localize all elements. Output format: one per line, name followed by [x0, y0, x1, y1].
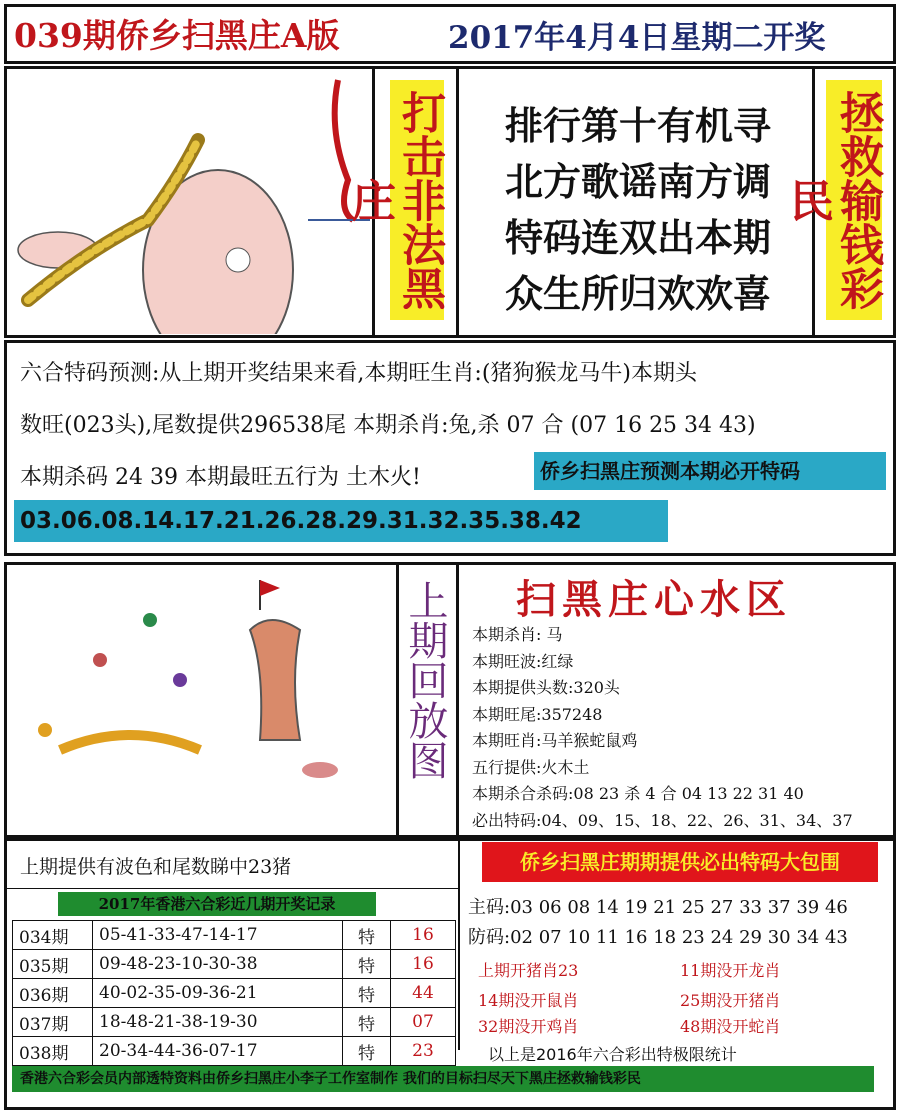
table-row — [13, 1008, 456, 1037]
draw-special: 44 — [391, 979, 456, 1008]
draw-period: 037期 — [13, 1008, 93, 1037]
slogan-right: 拯救输钱彩民 — [826, 80, 882, 320]
draw-numbers: 09-48-23-10-30-38 — [93, 950, 343, 979]
draw-date: 2017年4月4日星期二开奖 — [448, 20, 826, 56]
list-item: 五行提供:火木土 — [472, 757, 590, 777]
draw-numbers: 20-34-44-36-07-17 — [93, 1037, 343, 1066]
issue-title: 039期侨乡扫黑庄A版 — [14, 16, 340, 55]
draw-te: 特 — [343, 1037, 391, 1066]
list-item: 本期杀肖: 马 — [472, 625, 563, 644]
draw-te: 特 — [343, 950, 391, 979]
master-list — [472, 622, 853, 834]
table-row — [13, 950, 456, 979]
footer-bar: 香港六合彩会员内部透特资料由侨乡扫黑庄小李子工作室制作 我们的目标扫尽天下黑庄拯救输钱彩民 — [12, 1066, 874, 1092]
records-title: 2017年香港六合彩近几期开奖记录 — [58, 892, 376, 916]
draw-special: 07 — [391, 1008, 456, 1037]
stat-right: 25期没开猪肖 — [680, 991, 781, 1010]
prediction-line-1: 六合特码预测:从上期开奖结果来看,本期旺生肖:(猪狗猴龙马牛)本期头 — [20, 361, 697, 386]
poem-line: 排行第十有机寻 — [505, 103, 772, 148]
draw-numbers: 40-02-35-09-36-21 — [93, 979, 343, 1008]
stat-left: 32期没开鸡肖 — [478, 1017, 579, 1036]
draw-period: 034期 — [13, 921, 93, 950]
last-period-note: 上期提供有波色和尾数睇中23猪 — [20, 856, 292, 878]
poem — [505, 98, 771, 322]
draw-special: 16 — [391, 921, 456, 950]
stat-left: 14期没开鼠肖 — [478, 991, 579, 1010]
divider — [4, 888, 458, 889]
red-banner: 侨乡扫黑庄期期提供必出特码大包围 — [482, 842, 878, 882]
defense-codes: 防码:02 07 10 11 16 18 23 24 29 30 34 43 — [468, 927, 848, 948]
stat-right: 48期没开蛇肖 — [680, 1017, 781, 1036]
divider — [456, 562, 459, 838]
list-item: 必出特码:04、09、15、18、22、26、31、34、37 — [472, 810, 853, 830]
must-open-label: 侨乡扫黑庄预测本期必开特码 — [534, 452, 886, 490]
list-item: 本期杀合杀码:08 23 杀 4 合 04 13 22 31 40 — [472, 784, 804, 803]
stats-footer: 以上是2016年六合彩出特极限统计 — [488, 1045, 737, 1064]
special-numbers: 03.06.08.14.17.21.26.28.29.31.32.35.38.42 — [14, 500, 668, 542]
juggler-illustration — [10, 570, 392, 832]
slogan-left: 打击非法黑庄 — [390, 80, 444, 320]
poem-line: 北方歌谣南方调 — [505, 159, 772, 204]
lizard-illustration — [8, 70, 370, 334]
draw-records-table — [12, 920, 456, 1066]
poem-line: 众生所归欢欢喜 — [505, 271, 772, 316]
table-row — [13, 1037, 456, 1066]
list-item: 本期提供头数:320头 — [472, 678, 620, 697]
prediction-line-2: 数旺(023头),尾数提供296538尾 本期杀肖:兔,杀 07 合 (07 16 25 34 43) — [20, 413, 756, 438]
draw-period: 038期 — [13, 1037, 93, 1066]
poem-line: 特码连双出本期 — [505, 215, 772, 260]
table-row — [13, 979, 456, 1008]
divider — [458, 838, 460, 1050]
divider — [396, 562, 399, 838]
draw-numbers: 18-48-21-38-19-30 — [93, 1008, 343, 1037]
draw-te: 特 — [343, 979, 391, 1008]
draw-te: 特 — [343, 921, 391, 950]
draw-special: 16 — [391, 950, 456, 979]
calligraphy-title: 扫黑庄心水区 — [516, 576, 792, 623]
prediction-line-3: 本期杀码 24 39 本期最旺五行为 土木火! — [20, 465, 421, 490]
draw-period: 036期 — [13, 979, 93, 1008]
stat-right: 11期没开龙肖 — [680, 961, 781, 980]
draw-special: 23 — [391, 1037, 456, 1066]
main-codes: 主码:03 06 08 14 19 21 25 27 33 37 39 46 — [468, 897, 848, 918]
list-item: 本期旺尾:357248 — [472, 704, 603, 724]
stat-left: 上期开猪肖23 — [478, 961, 579, 980]
list-item: 本期旺波:红绿 — [472, 651, 574, 671]
draw-period: 035期 — [13, 950, 93, 979]
replay-vertical-title: 上期回放图 — [402, 580, 448, 780]
divider — [456, 66, 459, 338]
draw-te: 特 — [343, 1008, 391, 1037]
draw-numbers: 05-41-33-47-14-17 — [93, 921, 343, 950]
list-item: 本期旺肖:马羊猴蛇鼠鸡 — [472, 731, 638, 750]
table-row — [13, 921, 456, 950]
